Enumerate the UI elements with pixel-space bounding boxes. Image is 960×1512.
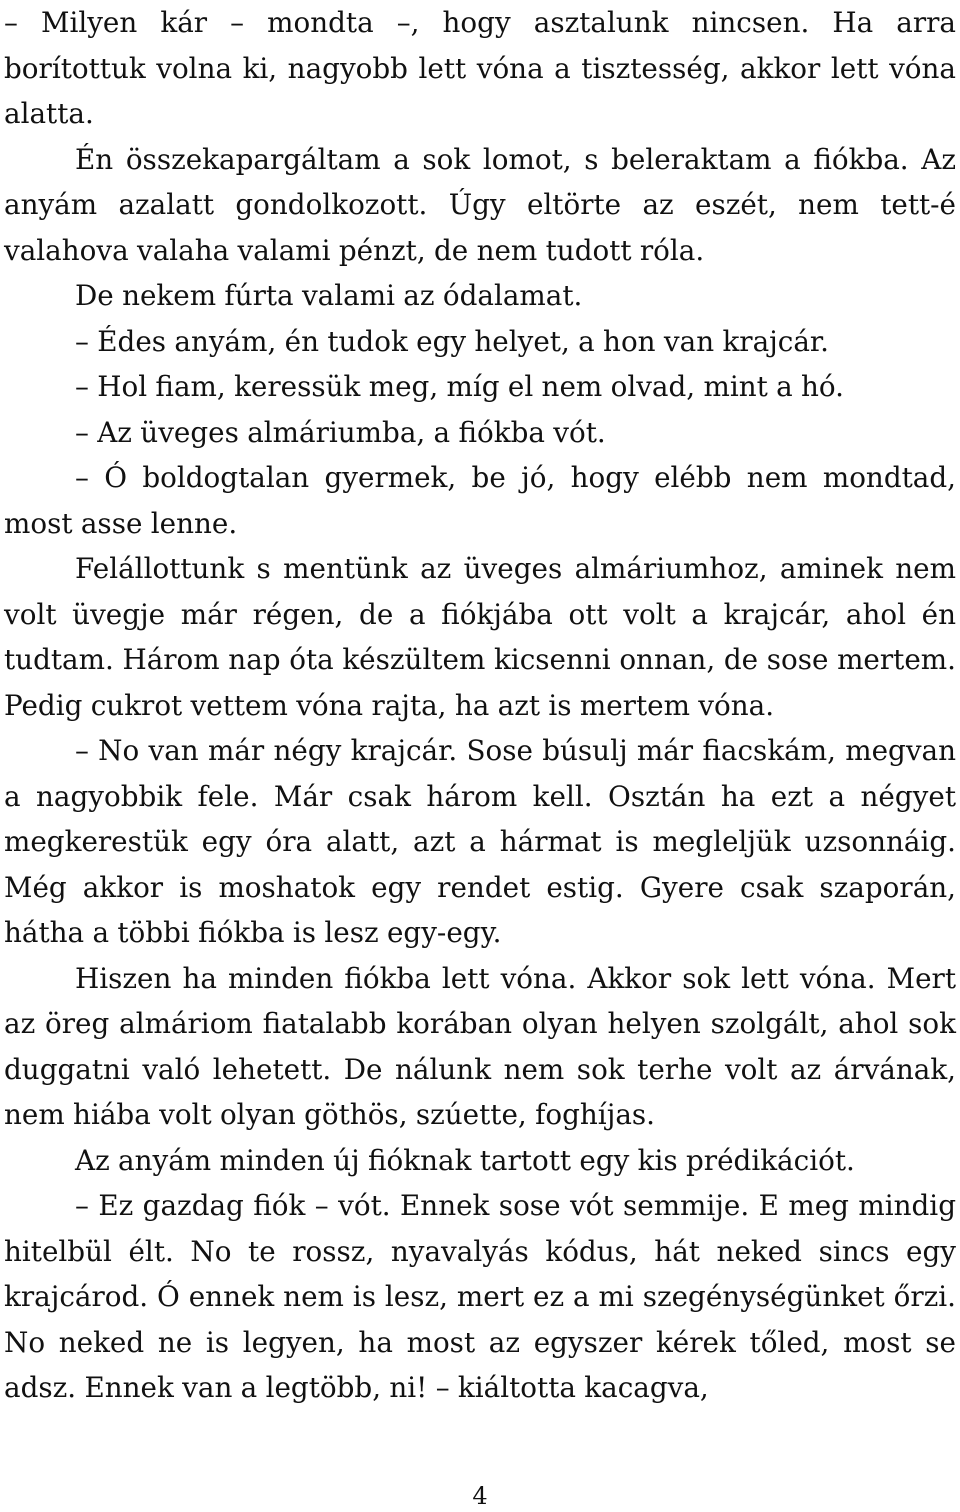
body-text — [4, 0, 956, 1411]
paragraph: – Ó boldogtalan gyermek, be jó, hogy elébb nem mondtad, most asse lenne. — [4, 461, 956, 540]
paragraph: Felállottunk s mentünk az üveges almáriumhoz, aminek nem volt üvegje már régen, de a fiókjába ott volt a krajcár, ahol én tudtam. Három nap óta készültem kicsenni onnan, de sose mertem. Pedig cukrot vettem vóna rajta, ha azt is mertem vóna. — [4, 552, 956, 722]
paragraph: – Az üveges almáriumba, a fiókba vót. — [75, 415, 606, 449]
paragraph: – Milyen kár – mondta –, hogy asztalunk nincsen. Ha arra borítottuk volna ki, nagyobb lett vóna a tisztesség, akkor lett vóna alatta. — [4, 6, 956, 130]
paragraph: – Ez gazdag fiók – vót. Ennek sose vót semmije. E meg mindig hitelbül élt. No te rossz, nyavalyás kódus, hát neked sincs egy krajcárod. Ó ennek nem is lesz, mert ez a mi szegénységünket őrzi. No neked ne is legyen, ha most az egyszer kérek tőled, most se adsz. Ennek van a legtöbb, ni! – kiáltotta kacagva, — [4, 1189, 956, 1404]
paragraph: De nekem fúrta valami az ódalamat. — [75, 279, 583, 312]
paragraph: – Hol fiam, keressük meg, míg el nem olvad, mint a hó. — [75, 370, 845, 403]
paragraph: Én összekapargáltam a sok lomot, s beleraktam a fiókba. Az anyám azalatt gondolkozott. Úgy eltörte az eszét, nem tett-é valahova valaha valami pénzt, de nem tudott róla. — [4, 142, 956, 267]
paragraph: Az anyám minden új fióknak tartott egy kis prédikációt. — [75, 1143, 855, 1177]
paragraph: – Édes anyám, én tudok egy helyet, a hon van krajcár. — [75, 324, 829, 358]
page-number: 4 — [472, 1482, 488, 1510]
paragraph: Hiszen ha minden fiókba lett vóna. Akkor sok lett vóna. Mert az öreg almáriom fiatalabb korában olyan helyen szolgált, ahol sok duggatni való lehetett. De nálunk nem sok terhe volt az árvának, nem hiába volt olyan göthös, szúette, foghíjas. — [4, 961, 956, 1131]
paragraph: – No van már négy krajcár. Sose búsulj már fiacskám, megvan a nagyobbik fele. Már csak három kell. Osztán ha ezt a négyet megkerestük egy óra alatt, azt a hármat is megleljük uzsonnáig. Még akkor is moshatok egy rendet estig. Gyere csak szaporán, hátha a többi fiókba is lesz egy-egy. — [4, 734, 956, 949]
